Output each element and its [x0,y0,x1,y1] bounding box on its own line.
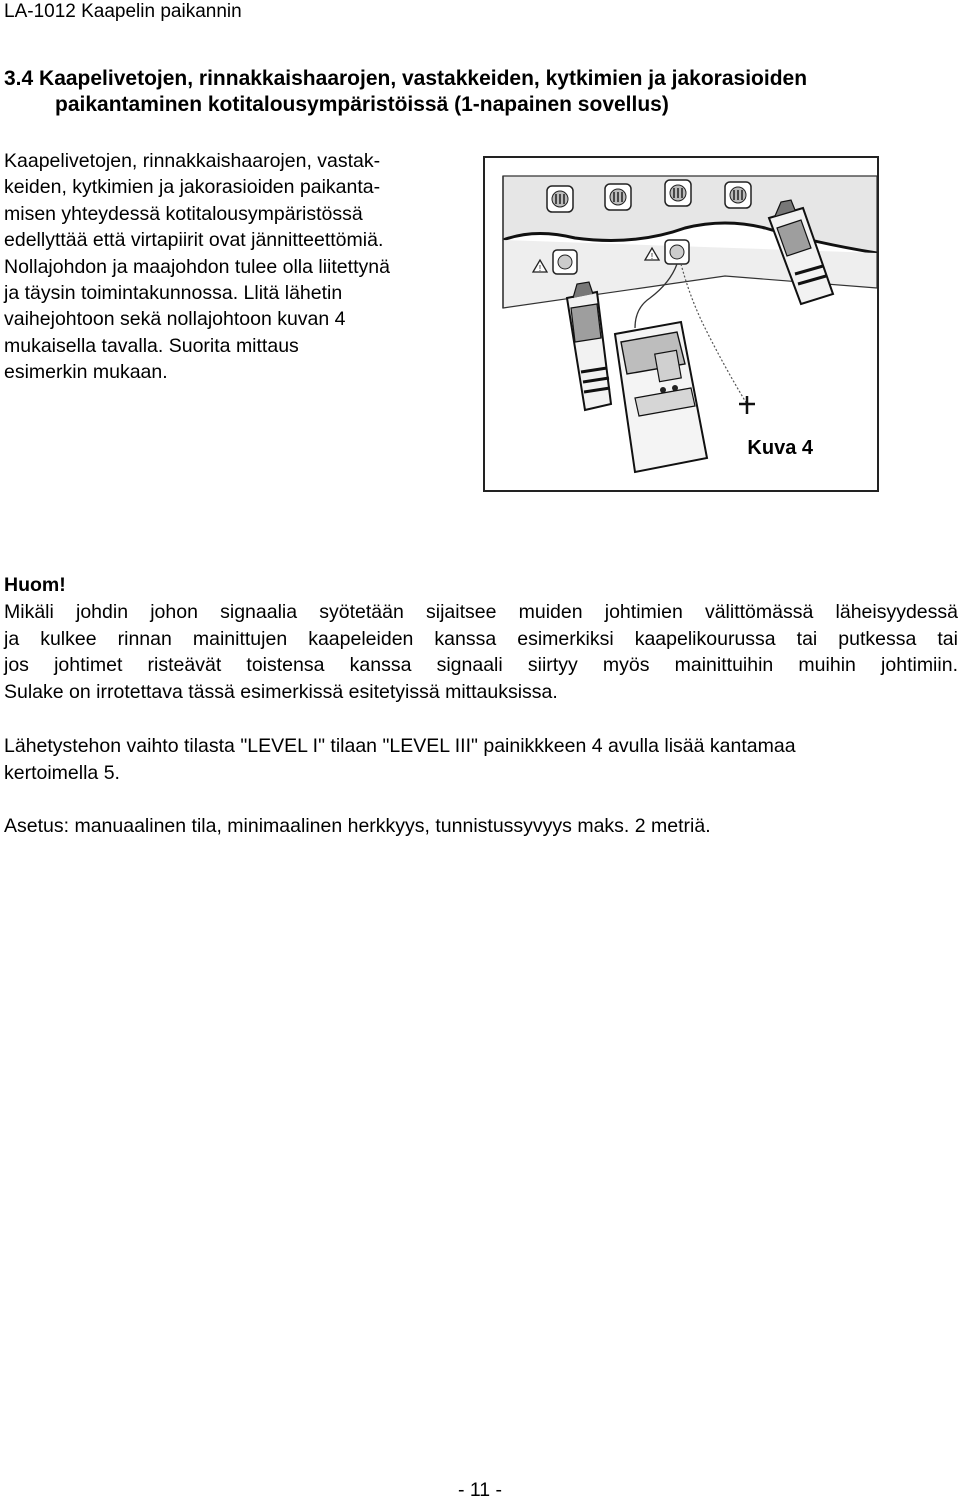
intro-line: keiden, kytkimien ja jakorasioiden paikanta- [4,176,381,199]
socket-icon [553,250,577,274]
level-line: kertoimella 5. [4,761,120,784]
note-line: ja kulkee rinnan mainittujen kaapeleiden kanssa esimerkiksi kaapelikourussa tai putkessa tai [4,627,958,650]
section-title-line-1: 3.4 Kaapelivetojen, rinnakkaishaarojen, vastakkeiden, kytkimien ja jakorasioiden [4,67,808,90]
figure-caption: Kuva 4 [747,437,813,459]
note-heading: Huom! [4,574,66,596]
setting-paragraph: Asetus: manuaalinen tila, minimaalinen herkkyys, tunnistussyvyys maks. 2 metriä. [4,815,711,837]
section-title-line-2: paikantaminen kotitalousympäristöissä (1-napainen sovellus) [55,93,669,116]
intro-line: misen yhteydessä kotitalousympäristössä [4,202,363,225]
socket-icon [725,182,751,208]
svg-text:!: ! [650,252,654,261]
note-line: Sulake on irrotettava tässä esimerkissä esitetyissä mittauksissa. [4,680,558,703]
section-title [4,66,944,118]
intro-line: mukaisella tavalla. Suorita mittaus [4,334,299,357]
intro-paragraph [4,148,474,386]
page-footer [0,1479,960,1502]
socket-icon [665,240,689,264]
intro-line: edellyttää että virtapiirit ovat jännitteettömiä. [4,229,384,252]
level-paragraph [4,733,958,786]
socket-icon [605,184,631,210]
note-paragraph [4,599,958,705]
intro-line: esimerkin mukaan. [4,361,168,384]
svg-text:!: ! [538,264,542,273]
intro-line: Kaapelivetojen, rinnakkaishaarojen, vastak- [4,150,381,172]
cable-locator-illustration [485,158,877,490]
intro-line: vaihejohtoon sekä nollajohtoon kuvan 4 [4,308,346,331]
plus-icon [739,396,755,414]
intro-line: Nollajohdon ja maajohdon tulee olla liitettynä [4,255,390,278]
note-line: jos johtimet risteävät toistensa kanssa signaali siirtyy myös mainittuihin muihin johtimiin. [4,654,958,676]
socket-icon [547,186,573,212]
transmitter-device [615,322,707,472]
level-line: Lähetystehon vaihto tilasta "LEVEL I" tilaan "LEVEL III" painikkkeen 4 avulla lisää kantamaa [4,735,796,757]
page-number: - 11 - [457,1479,503,1501]
receiver-wand-left [567,282,611,410]
figure-4 [483,156,879,492]
running-header: LA-1012 Kaapelin paikannin [4,1,242,22]
intro-line: ja täysin toimintakunnossa. Llitä lähetin [4,282,343,305]
note-line: Mikäli johdin johon signaalia syötetään sijaitsee muiden johtimien välittömässä läheisyydessä [4,601,958,623]
socket-icon [665,180,691,206]
